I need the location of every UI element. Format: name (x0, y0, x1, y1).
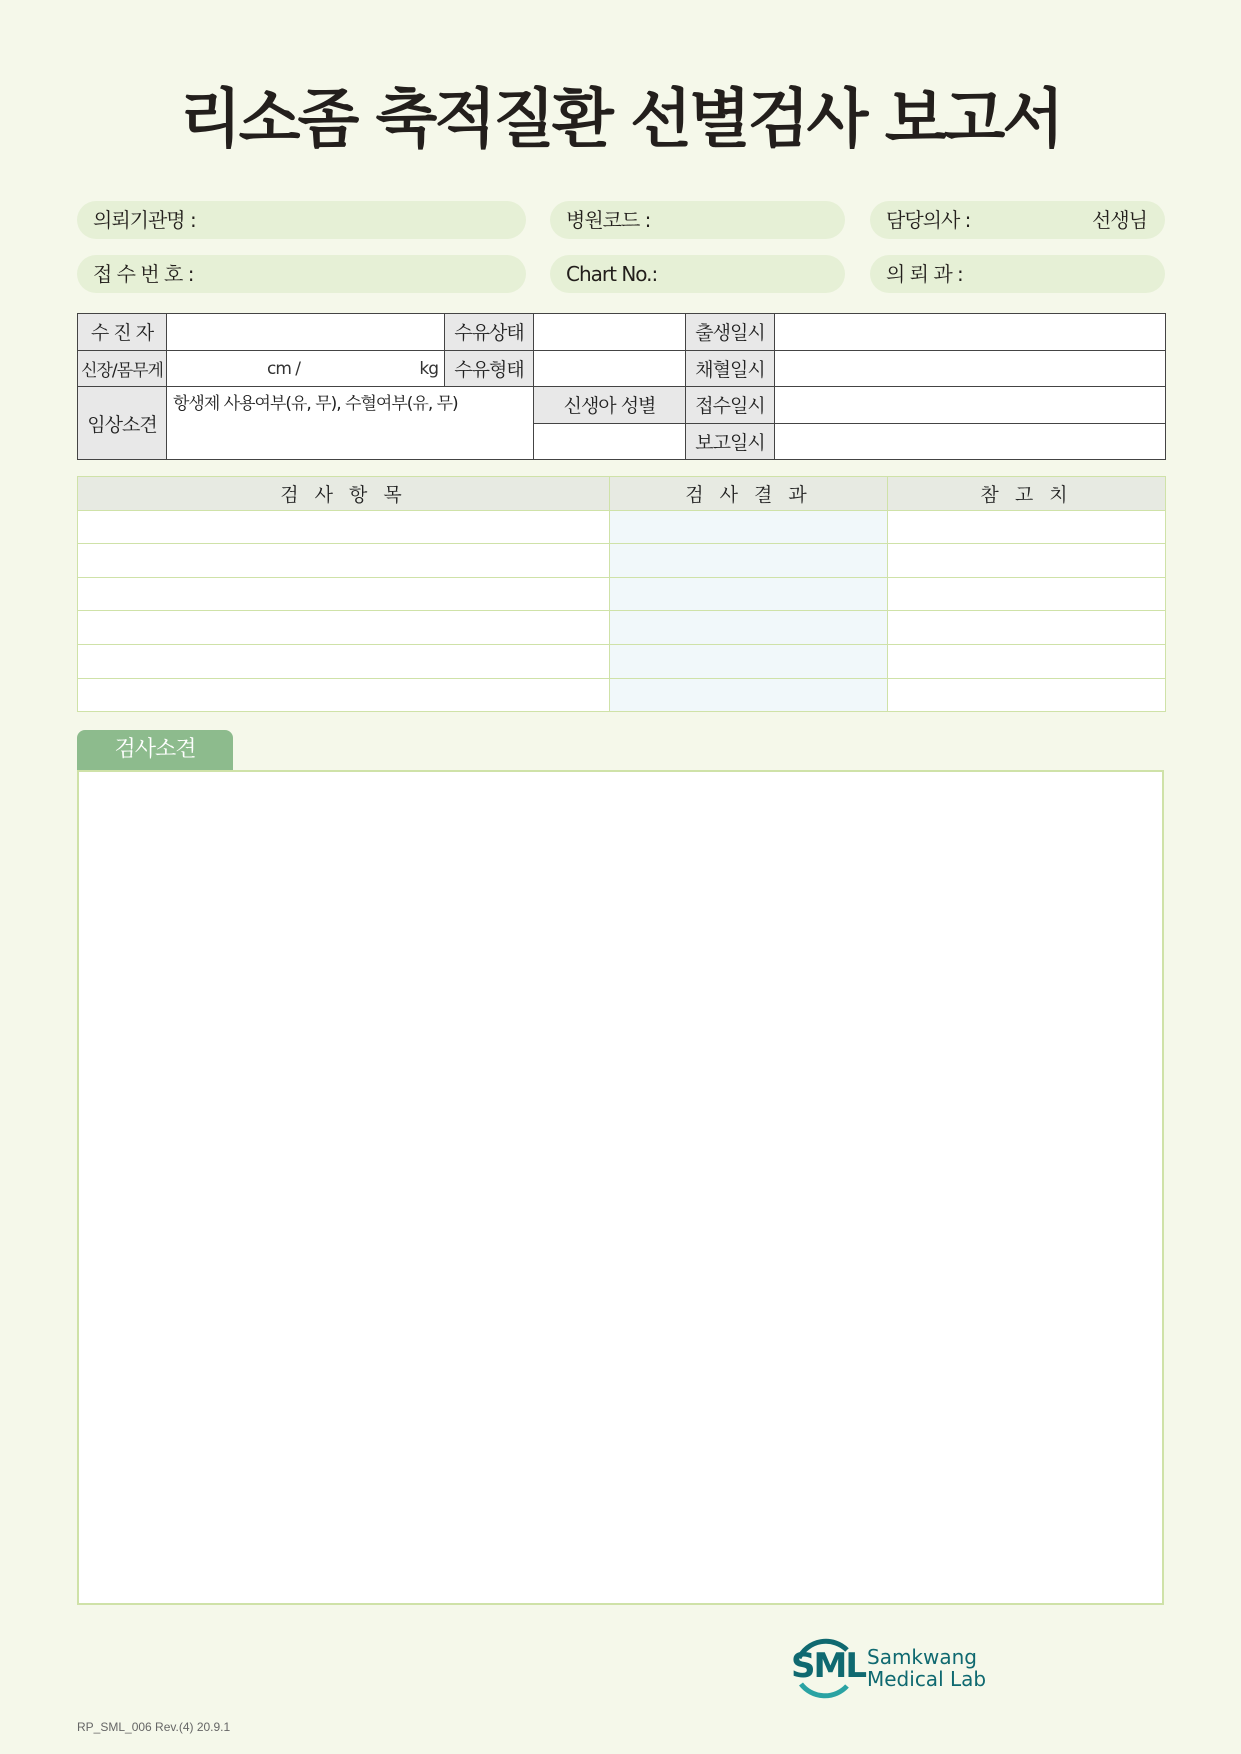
chart-number-field[interactable] (550, 255, 845, 293)
receipt-number-field[interactable] (77, 255, 526, 293)
birth-date-label: 출생일시 (686, 314, 775, 351)
height-weight-value[interactable] (167, 350, 445, 387)
reference-cell[interactable] (888, 644, 1166, 678)
logo-mark: SML (791, 1646, 865, 1686)
test-item-header: 검 사 항 목 (78, 477, 610, 511)
test-result-cell[interactable] (610, 577, 888, 611)
newborn-sex-label: 신생아 성별 (534, 387, 686, 424)
logo-name-line2: Medical Lab (867, 1667, 987, 1691)
report-date-label: 보고일시 (686, 423, 775, 460)
test-result-cell[interactable] (610, 678, 888, 712)
newborn-sex-value[interactable] (534, 423, 686, 460)
page-title: 리소좀 축적질환 선별검사 보고서 (179, 83, 1062, 157)
patient-info-table (77, 313, 1166, 460)
feeding-type-label: 수유형태 (445, 350, 534, 387)
reference-cell[interactable] (888, 510, 1166, 544)
table-row (78, 678, 1166, 712)
test-item-cell[interactable] (78, 510, 610, 544)
sampling-date-value[interactable] (775, 350, 1166, 387)
department-field[interactable] (870, 255, 1165, 293)
test-result-cell[interactable] (610, 611, 888, 645)
feeding-status-label: 수유상태 (445, 314, 534, 351)
reference-cell[interactable] (888, 544, 1166, 578)
patient-value[interactable] (167, 314, 445, 351)
weight-unit: kg (419, 358, 438, 379)
findings-box[interactable] (77, 770, 1164, 1605)
patient-label: 수 진 자 (78, 314, 167, 351)
test-item-cell[interactable] (78, 611, 610, 645)
clinical-note[interactable]: 항생제 사용여부(유, 무), 수혈여부(유, 무) (167, 387, 534, 460)
test-item-cell[interactable] (78, 544, 610, 578)
institution-label: 의뢰기관명 : (93, 208, 196, 232)
test-item-cell[interactable] (78, 577, 610, 611)
test-results-table (77, 476, 1166, 712)
height-weight-label: 신장/몸무게 (78, 350, 167, 387)
table-row (78, 544, 1166, 578)
feeding-type-value[interactable] (534, 350, 686, 387)
test-result-header: 검 사 결 과 (610, 477, 888, 511)
clinical-label: 임상소견 (78, 387, 167, 460)
test-result-cell[interactable] (610, 544, 888, 578)
reference-cell[interactable] (888, 678, 1166, 712)
department-label: 의 뢰 과 : (886, 262, 963, 286)
doctor-label: 담당의사 : (886, 208, 971, 232)
doctor-suffix: 선생님 (1092, 208, 1147, 232)
test-item-cell[interactable] (78, 644, 610, 678)
company-logo (787, 1628, 987, 1708)
reference-cell[interactable] (888, 577, 1166, 611)
sampling-date-label: 채혈일시 (686, 350, 775, 387)
reference-header: 참 고 치 (888, 477, 1166, 511)
reference-cell[interactable] (888, 611, 1166, 645)
document-code: RP_SML_006 Rev.(4) 20.9.1 (77, 1720, 231, 1734)
hospital-code-field[interactable] (550, 201, 845, 239)
receipt-date-value[interactable] (775, 387, 1166, 424)
table-row (78, 510, 1166, 544)
receipt-date-label: 접수일시 (686, 387, 775, 424)
doctor-field[interactable] (870, 201, 1165, 239)
table-row (78, 577, 1166, 611)
hospital-code-label: 병원코드 : (566, 208, 651, 232)
birth-date-value[interactable] (775, 314, 1166, 351)
logo-name (867, 1646, 986, 1690)
test-result-cell[interactable] (610, 510, 888, 544)
institution-field[interactable] (77, 201, 526, 239)
logo-name-line1: Samkwang (867, 1645, 977, 1669)
findings-tab: 검사소견 (77, 730, 233, 770)
test-item-cell[interactable] (78, 678, 610, 712)
table-row (78, 611, 1166, 645)
report-date-value[interactable] (775, 423, 1166, 460)
receipt-number-label: 접 수 번 호 : (93, 262, 194, 286)
feeding-status-value[interactable] (534, 314, 686, 351)
test-result-cell[interactable] (610, 644, 888, 678)
table-row (78, 644, 1166, 678)
height-unit: cm / (267, 358, 301, 379)
chart-number-label: Chart No.: (566, 262, 658, 286)
